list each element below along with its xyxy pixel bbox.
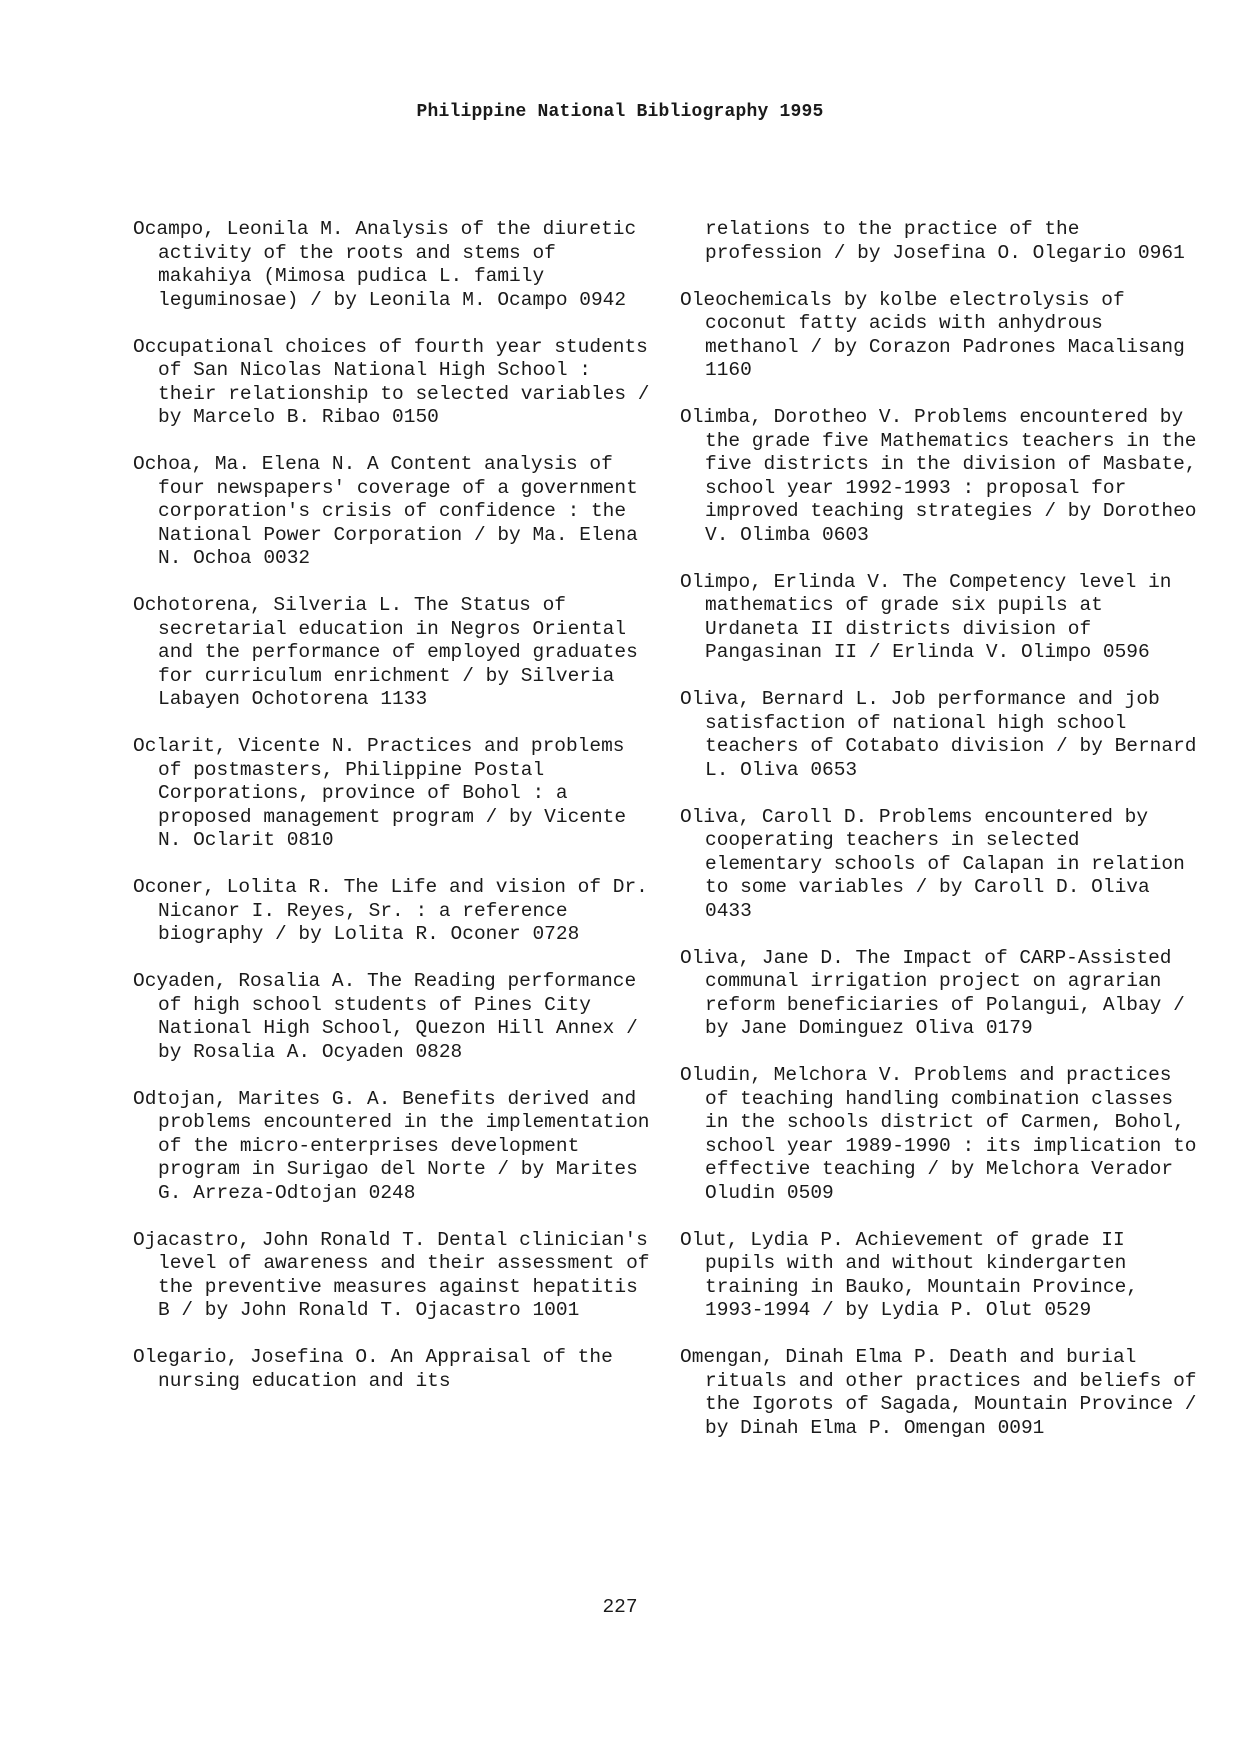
bibliography-entry-continuation: relations to the practice of the profession / by Josefina O. Olegario 0961 — [705, 218, 1185, 264]
bibliography-entry: Oclarit, Vicente N. Practices and problems of postmasters, Philippine Postal Corporations, province of Bohol : a proposed management program / by Vicente N. Oclarit 0810 — [133, 735, 627, 851]
entry-number: 0728 — [532, 923, 580, 945]
entry-number: 0150 — [392, 406, 439, 428]
bibliography-entry: Ocyaden, Rosalia A. The Reading performance of high school students of Pines City National High School, Quezon Hill Annex / by Rosalia A. Ocyaden 0828 — [133, 970, 638, 1063]
entry-number: 0179 — [985, 1017, 1033, 1039]
entry-number: 0433 — [705, 899, 752, 922]
bibliography-entry: Ochoa, Ma. Elena N. A Content analysis of four newspapers' coverage of a government corporation's crisis of confidence : the National Power Corporation / by Ma. Elena N. Ochoa 0032 — [133, 453, 638, 569]
entry-number: 0248 — [368, 1181, 416, 1204]
bibliography-entry: Occupational choices of fourth year students of San Nicolas National High School : their relationship to selected variables / by Marcelo B. Ribao 0150 — [133, 335, 650, 428]
left-column — [133, 218, 653, 1417]
entry-number: 0032 — [263, 547, 311, 569]
bibliography-entry: Oliva, Bernard L. Job performance and job satisfaction of national high school teachers of Cotabato division / by Bernard L. Oliva 0653 — [680, 688, 1197, 781]
bibliography-entry: Olut, Lydia P. Achievement of grade II pupils with and without kindergarten training in Bauko, Mountain Province, 1993-1994 / by Lydia P. Olut 0529 — [680, 1228, 1138, 1321]
bibliography-entry: Olimpo, Erlinda V. The Competency level in mathematics of grade six pupils at Urdaneta II districts division of Pangasinan II / Erlinda V. Olimpo 0596 — [680, 570, 1172, 663]
bibliography-entry: Olimba, Dorotheo V. Problems encountered by the grade five Mathematics teachers in the five districts in the division of Masbate, school year 1992-1993 : proposal for improved teaching strategies / by Dorotheo V. Olimba 0603 — [680, 406, 1197, 546]
entry-number: 0091 — [997, 1416, 1045, 1439]
entry-number: 0961 — [1137, 241, 1185, 264]
entry-number: 0942 — [579, 288, 627, 311]
bibliography-entry: Ojacastro, John Ronald T. Dental clinician's level of awareness and their assessment of the preventive measures against hepatitis B / by John Ronald T. Ojacastro 1001 — [133, 1228, 650, 1321]
bibliography-entry: Oludin, Melchora V. Problems and practices of teaching handling combination classes in the schools district of Carmen, Bohol, school year 1989-1990 : its implication to effective teaching / by Melchora Verador Oludin 0509 — [680, 1064, 1197, 1204]
entry-number: 0653 — [810, 758, 858, 781]
bibliography-entry: Oleochemicals by kolbe electrolysis of coconut fatty acids with anhydrous methanol / by Corazon Padrones Macalisang 1160 — [680, 288, 1185, 381]
entry-number: 1160 — [705, 359, 752, 381]
bibliography-entry: Oliva, Caroll D. Problems encountered by cooperating teachers in selected elementary schools of Calapan in relation to some variables / by Caroll D. Oliva 0433 — [680, 805, 1185, 922]
bibliography-entry: Odtojan, Marites G. A. Benefits derived and problems encountered in the implementation of the micro-enterprises development program in Surigao del Norte / by Marites G. Arreza-Odtojan 0248 — [133, 1087, 650, 1204]
bibliography-entry: Olegario, Josefina O. An Appraisal of the nursing education and its — [133, 1346, 613, 1392]
bibliography-entry: Ocampo, Leonila M. Analysis of the diuretic activity of the roots and stems of makahiya (Mimosa pudica L. family leguminosae) / by Leonila M. Ocampo 0942 — [133, 218, 637, 311]
entry-number: 0603 — [822, 523, 869, 546]
entry-number: 1133 — [380, 688, 428, 710]
bibliography-entry: Ochotorena, Silveria L. The Status of secretarial education in Negros Oriental and the performance of employed graduates for curriculum enrichment / by Silveria Labayen Ochotorena 1133 — [133, 594, 638, 710]
entry-number: 0810 — [286, 829, 334, 851]
page-number: 227 — [602, 1596, 638, 1618]
right-column — [680, 218, 1200, 1464]
entry-number: 0596 — [1102, 641, 1150, 663]
entry-number: 0529 — [1044, 1299, 1092, 1321]
bibliography-entry: Oliva, Jane D. The Impact of CARP-Assisted communal irrigation project on agrarian reform beneficiaries of Polangui, Albay / by Jane Dominguez Oliva 0179 — [680, 946, 1185, 1039]
entry-number: 1001 — [532, 1299, 580, 1321]
entry-number: 0509 — [786, 1181, 834, 1204]
entry-number: 0828 — [415, 1040, 463, 1063]
bibliography-entry: Oconer, Lolita R. The Life and vision of Dr. Nicanor I. Reyes, Sr. : a reference biography / by Lolita R. Oconer 0728 — [133, 876, 648, 945]
page-title: Philippine National Bibliography 1995 — [416, 102, 824, 122]
bibliography-entry: Omengan, Dinah Elma P. Death and burial rituals and other practices and beliefs of the Igorots of Sagada, Mountain Province / by Dinah Elma P. Omengan 0091 — [680, 1346, 1197, 1439]
